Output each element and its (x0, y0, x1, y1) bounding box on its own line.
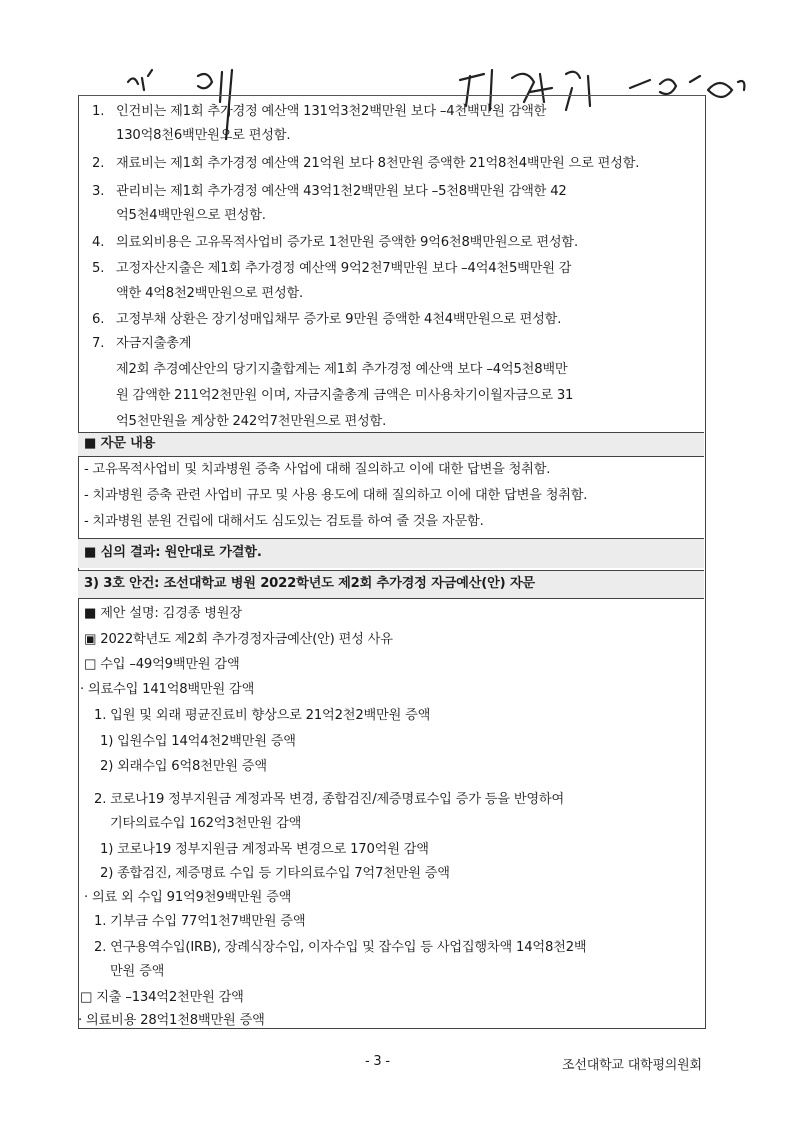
page-number: - 3 - (365, 1054, 390, 1069)
income-total: □ 수입 –49억9백만원 감액 (84, 657, 240, 672)
item-4-number: 4. (92, 235, 105, 250)
advice-item-2: - 치과병원 증축 관련 사업비 규모 및 사용 용도에 대해 질의하고 이에 대한 답변을 청취함. (84, 488, 588, 503)
item-7-detail-2: 원 감액한 211억2천만원 이며, 자금지출총계 금액은 미사용차기이월자금으로 31 (116, 388, 574, 403)
medical-income: · 의료수입 141억8백만원 감액 (80, 682, 255, 697)
agenda3-title: 3) 3호 안건: 조선대학교 병원 2022학년도 제2회 추가경정 자금예산(안) 자문 (84, 576, 535, 591)
medical-expense: · 의료비용 28억1천8백만원 증액 (78, 1013, 265, 1028)
advice-item-1: - 고유목적사업비 및 치과병원 증축 사업에 대해 질의하고 이에 대한 답변을 청취함. (84, 462, 551, 477)
advice-title: ■ 자문 내용 (84, 436, 156, 451)
item-5-number: 5. (92, 261, 105, 276)
research-income: 2. 연구용역수입(IRB), 장례식장수입, 이자수입 및 잡수입 등 사업집행차액 14억8천2백 (94, 940, 587, 955)
agenda3-divider (78, 598, 704, 599)
item-2-line1: 재료비는 제1회 추가경정 예산액 21억원 보다 8천만원 증액한 21억8천4백만원 으로 편성함. (116, 156, 640, 171)
item-7-detail-1: 제2회 추경예산안의 당기지출합계는 제1회 추가경정 예산액 보다 –4억5천8백만 (116, 362, 568, 377)
checkup-income: 2) 종합검진, 제증명료 수입 등 기타의료수입 7억7천만원 증액 (100, 866, 450, 881)
item-3-line2: 억5천4백만원으로 편성함. (116, 208, 266, 223)
item-1-number: 1. (92, 104, 105, 119)
medical-income-item-2: 2. 코로나19 정부지원금 계정과목 변경, 종합검진/제증명료수입 증가 등을 반영하여 (94, 792, 564, 807)
inpatient-income: 1) 입원수입 14억4천2백만원 증액 (100, 734, 296, 749)
medical-income-item-1: 1. 입원 및 외래 평균진료비 향상으로 21억2천2백만원 증액 (94, 708, 431, 723)
donation-income: 1. 기부금 수입 77억1천7백만원 증액 (94, 914, 306, 929)
item-6-number: 6. (92, 312, 105, 327)
research-income-cont: 만원 증액 (110, 964, 165, 979)
item-4-line1: 의료외비용은 고유목적사업비 증가로 1천만원 증액한 9억6천8백만원으로 편성함. (116, 235, 578, 250)
item-1-line1: 인건비는 제1회 추가경정 예산액 131억3천2백만원 보다 –4천백만원 감액한 (116, 104, 547, 119)
item-2-number: 2. (92, 156, 105, 171)
footer-organization: 조선대학교 대학평의원회 (562, 1058, 702, 1073)
expense-total: □ 지출 –134억2천만원 감액 (80, 990, 244, 1005)
review-result: ■ 심의 결과: 원안대로 가결함. (84, 545, 262, 560)
outpatient-income: 2) 외래수입 6억8천만원 증액 (100, 759, 267, 774)
advice-divider (78, 456, 704, 457)
agenda3-presenter: ■ 제안 설명: 김경종 병원장 (84, 606, 242, 621)
advice-item-3: - 치과병원 분원 건립에 대해서도 심도있는 검토를 하여 줄 것을 자문함. (84, 514, 484, 529)
item-6-line1: 고정부채 상환은 장기성매입채무 증가로 9만원 증액한 4천4백만원으로 편성함. (116, 312, 562, 327)
advice-header-bar (78, 432, 704, 456)
agenda3-reason-title: ▣ 2022학년도 제2회 추가경정자금예산(안) 편성 사유 (84, 632, 393, 647)
item-7-number: 7. (92, 336, 105, 351)
covid-subsidy: 1) 코로나19 정부지원금 계정과목 변경으로 170억원 감액 (100, 842, 429, 857)
item-7-line1: 자금지출총계 (116, 336, 192, 351)
medical-income-item-2-cont: 기타의료수입 162억3천만원 감액 (110, 816, 302, 831)
item-3-line1: 관리비는 제1회 추가경정 예산액 43억1천2백만원 보다 –5천8백만원 감액한 42 (116, 184, 567, 199)
item-1-line2: 130억8천6백만원으로 편성함. (116, 128, 291, 143)
item-7-detail-3: 억5천만원을 계상한 242억7천만원으로 편성함. (116, 414, 387, 429)
item-5-line1: 고정자산지출은 제1회 추가경정 예산액 9억2천7백만원 보다 –4억4천5백만원 감 (116, 261, 572, 276)
non-medical-income: · 의료 외 수입 91억9천9백만원 증액 (84, 890, 292, 905)
item-3-number: 3. (92, 184, 105, 199)
item-5-line2: 액한 4억8천2백만원으로 편성함. (116, 286, 304, 301)
